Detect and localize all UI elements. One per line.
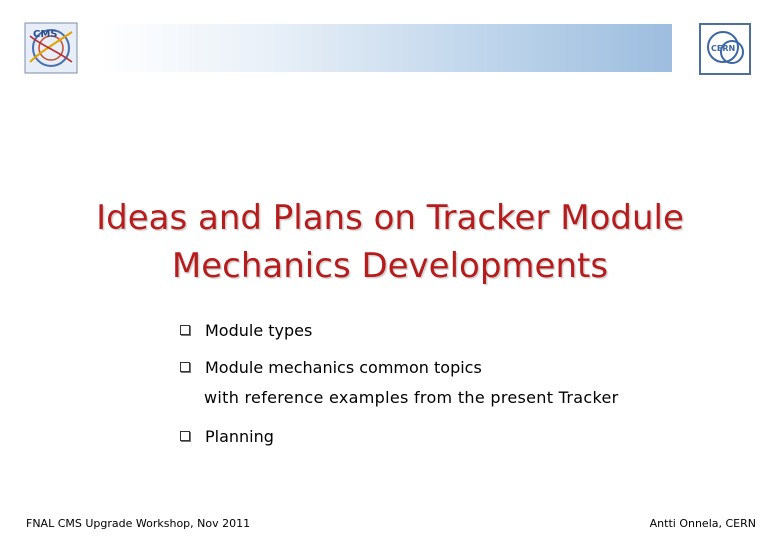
square-bullet-icon xyxy=(180,362,190,372)
slide-title xyxy=(40,194,740,290)
cms-logo-icon xyxy=(24,22,78,74)
slide-title-line-1: Ideas and Plans on Tracker Module xyxy=(96,198,684,238)
slide-title-line-2: Mechanics Developments xyxy=(171,246,609,286)
svg-text:CMS: CMS xyxy=(33,29,58,40)
bullet-subtext: with reference examples from the present Tracker xyxy=(204,388,619,407)
cern-logo-icon xyxy=(699,23,751,75)
footer-right-text: Antti Onnela, CERN xyxy=(649,517,756,530)
footer-left-text: FNAL CMS Upgrade Workshop, Nov 2011 xyxy=(26,517,251,530)
bullet-label: Planning xyxy=(205,426,274,446)
bullet-item xyxy=(180,355,482,379)
bullet-label: Module types xyxy=(205,320,313,340)
square-bullet-icon xyxy=(180,325,190,335)
bullet-item xyxy=(180,424,274,448)
bullet-item xyxy=(180,318,312,342)
svg-text:CERN: CERN xyxy=(711,44,736,53)
bullet-label: Module mechanics common topics xyxy=(205,357,482,377)
square-bullet-icon xyxy=(180,431,190,441)
header-gradient-band xyxy=(98,24,672,72)
